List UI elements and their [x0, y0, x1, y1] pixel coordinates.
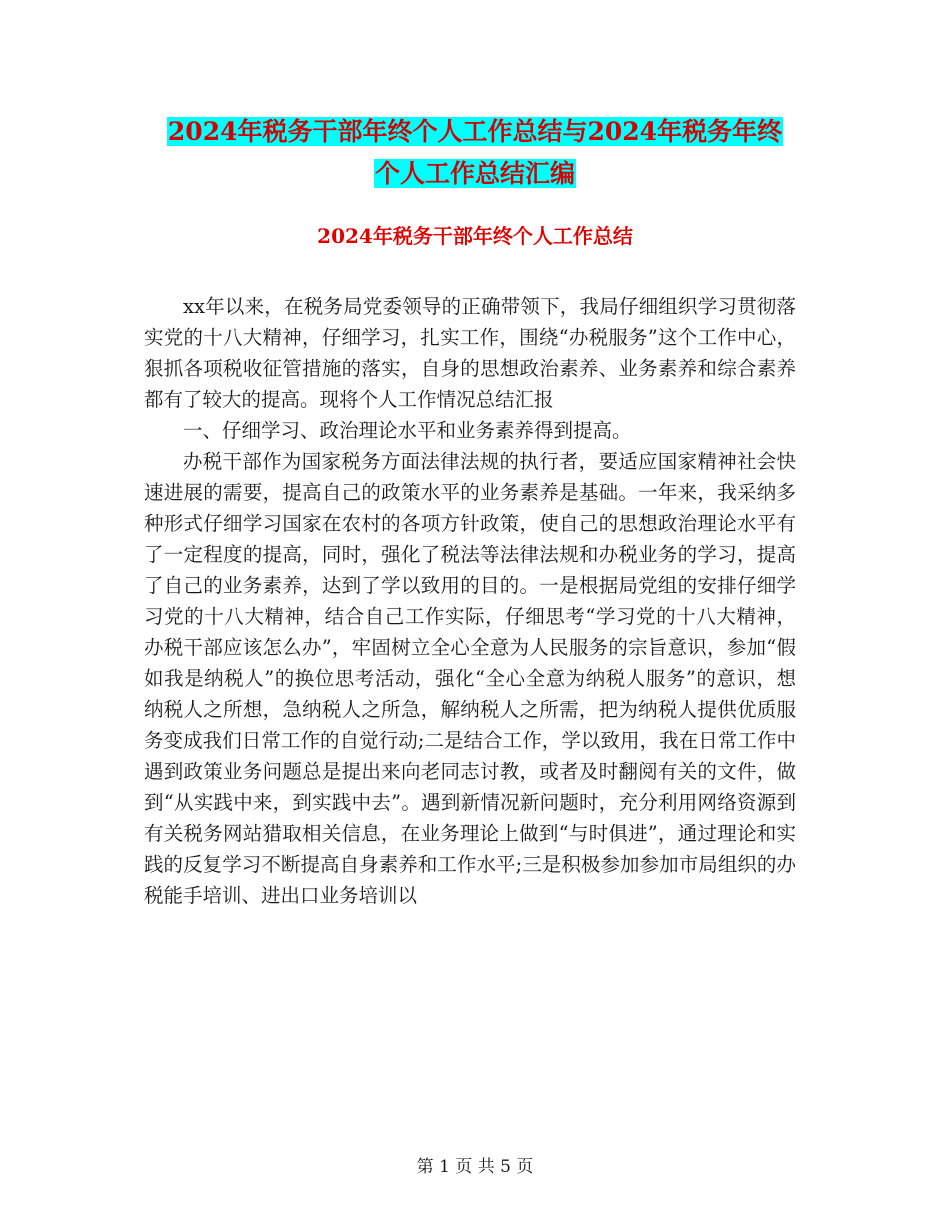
document-title-line-2: [0, 154, 950, 194]
paragraph-intro: xx年以来，在税务局党委领导的正确带领下，我局仔细组织学习贯彻落实党的十八大精神，仔细学习，扎实工作，围绕“办税服务”这个工作中心，狠抓各项税收征管措施的落实，自身的思想政治素养、业务素养和综合素养都有了较大的提高。现将个人工作情况总结汇报: [144, 295, 796, 411]
title-highlight-1: 2024年税务干部年终个人工作总结与2024年税务年终: [167, 117, 783, 146]
section-title: 2024年税务干部年终个人工作总结: [317, 224, 633, 248]
document-title-line-1: [0, 112, 950, 152]
title-highlight-2: 个人工作总结汇编: [374, 159, 575, 188]
page-footer: 第 1 页 共 5 页: [416, 1157, 534, 1177]
document-body: [144, 291, 796, 911]
paragraph-heading-1: 一、仔细学习、政治理论水平和业务素养得到提高。: [183, 419, 632, 442]
paragraph-study: 办税干部作为国家税务方面法律法规的执行者，要适应国家精神社会快速进展的需要，提高自己的政策水平的业务素养是基础。一年来，我采纳多种形式仔细学习国家在农村的各项方针政策，使自己的思想政治理论水平有了一定程度的提高，同时，强化了税法等法律法规和办税业务的学习，提高了自己的业务素养，达到了学以致用的目的。一是根据局党组的安排仔细学习党的十八大精神，结合自己工作实际，仔细思考“学习党的十八大精神，办税干部应该怎么办”，牢固树立全心全意为人民服务的宗旨意识，参加“假如我是纳税人”的换位思考活动，强化“全心全意为纳税人服务”的意识，想纳税人之所想，急纳税人之所急，解纳税人之所需，把为纳税人提供优质服务变成我们日常工作的自觉行动;二是结合工作，学以致用，我在日常工作中遇到政策业务问题总是提出来向老同志讨教，或者及时翻阅有关的文件，做到“从实践中来，到实践中去”。遇到新情况新问题时，充分利用网络资源到有关税务网站猎取相关信息，在业务理论上做到“与时俱进”，通过理论和实践的反复学习不断提高自身素养和工作水平;三是积极参加参加市局组织的办税能手培训、进出口业务培训以: [144, 450, 796, 907]
